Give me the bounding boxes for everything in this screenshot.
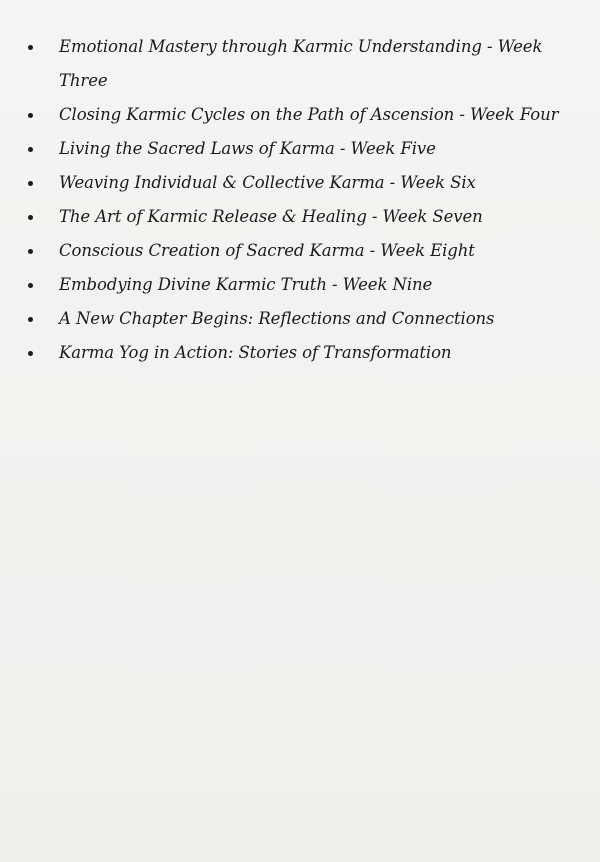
- list-item: [28, 234, 588, 268]
- list-item-text: Embodying Divine Karmic Truth - Week Nine: [59, 275, 433, 294]
- list-item: [28, 30, 588, 98]
- bullet-icon: [28, 317, 33, 322]
- table-of-contents-list: [28, 30, 588, 370]
- bullet-icon: [28, 113, 33, 118]
- list-item: [28, 200, 588, 234]
- bullet-icon: [28, 147, 33, 152]
- list-item-text: Closing Karmic Cycles on the Path of Ascension - Week Four: [59, 105, 559, 124]
- list-item: [28, 166, 588, 200]
- list-item-text: Emotional Mastery through Karmic Understanding - Week Three: [59, 37, 543, 90]
- bullet-icon: [28, 283, 33, 288]
- list-item-text: Karma Yog in Action: Stories of Transformation: [59, 343, 452, 362]
- list-item: [28, 132, 588, 166]
- list-item: [28, 336, 588, 370]
- bullet-icon: [28, 45, 33, 50]
- list-item: [28, 302, 588, 336]
- list-item: [28, 98, 588, 132]
- bullet-icon: [28, 351, 33, 356]
- list-item-text: Living the Sacred Laws of Karma - Week Five: [59, 139, 436, 158]
- bullet-icon: [28, 215, 33, 220]
- list-item: [28, 268, 588, 302]
- bullet-icon: [28, 249, 33, 254]
- list-item-text: Weaving Individual & Collective Karma - Week Six: [59, 173, 476, 192]
- bullet-icon: [28, 181, 33, 186]
- list-item-text: A New Chapter Begins: Reflections and Connections: [59, 309, 495, 328]
- list-item-text: Conscious Creation of Sacred Karma - Week Eight: [59, 241, 475, 260]
- list-item-text: The Art of Karmic Release & Healing - Week Seven: [59, 207, 483, 226]
